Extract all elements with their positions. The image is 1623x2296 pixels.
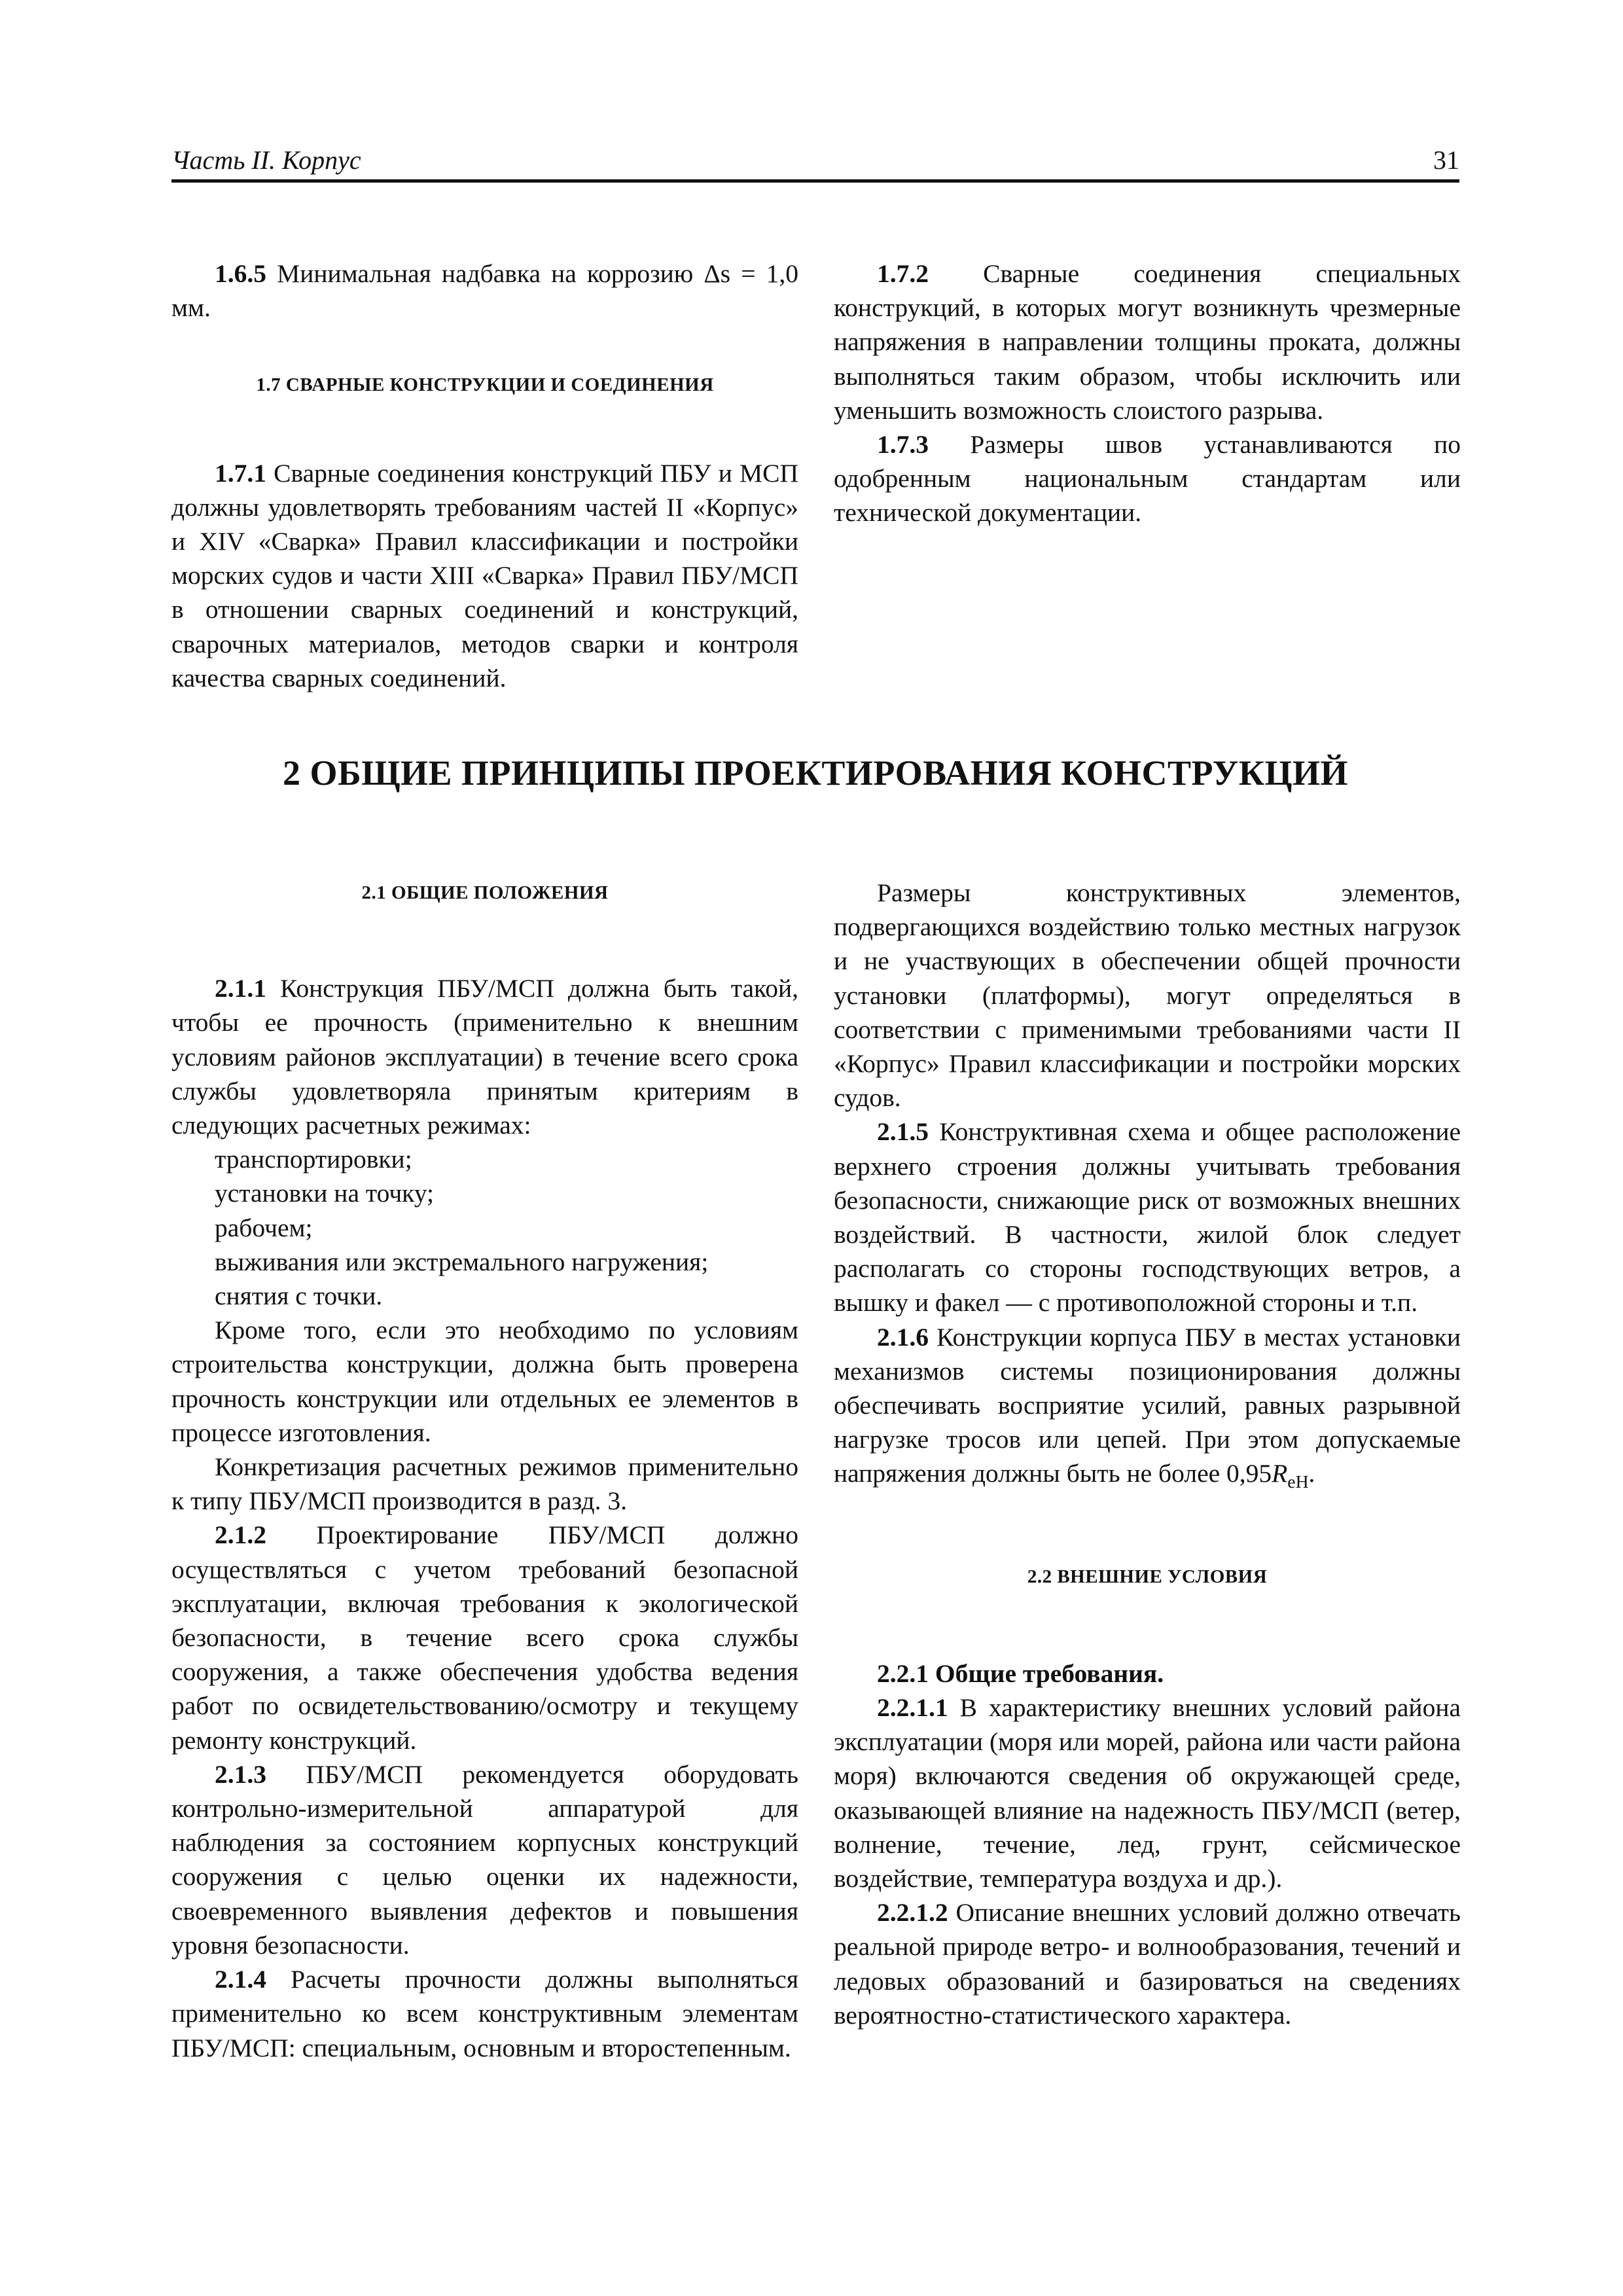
section-heading-2: 2 ОБЩИЕ ПРИНЦИПЫ ПРОЕКТИРОВАНИЯ КОНСТРУКЦИЙ <box>283 753 1348 793</box>
page-number: 31 <box>1433 145 1459 175</box>
list-item: транспортировки; <box>215 1145 412 1174</box>
paragraph-2-1-4 <box>171 1962 798 2065</box>
page-header <box>171 145 1459 183</box>
clause-number: 1.7.2 <box>877 259 929 288</box>
paragraph-2-1-2 <box>171 1518 798 1757</box>
column-left-top <box>171 257 798 695</box>
paragraph-2-2-1-1 <box>834 1691 1461 1895</box>
paragraph-moreover: Кроме того, если это необходимо по условиям строительства конструкции, должна быть проверена прочность конструкции или отдельных ее элементов в процессе изготовления. <box>171 1316 798 1447</box>
clause-heading: 2.2.1 Общие требования. <box>877 1659 1164 1688</box>
paragraph-text: Размеры швов устанавливаются по одобренным национальным стандартам или технической документации. <box>834 430 1461 528</box>
subsection-heading-1-7: 1.7 СВАРНЫЕ КОНСТРУКЦИИ И СОЕДИНЕНИЯ <box>256 374 714 396</box>
paragraph-text: Проектирование ПБУ/МСП должно осуществляться с учетом требований безопасной эксплуатации, включая требования к экологической безопасности, в течение всего срока службы сооружения, а также обеспечения удобства ведения работ по освидетельствованию/осмотру и текущему ремонту конструкций. <box>171 1520 798 1755</box>
paragraph-2-1-6 <box>834 1320 1461 1499</box>
paragraph-2-1-1 <box>171 971 798 1142</box>
clause-number: 2.1.6 <box>877 1322 929 1352</box>
paragraph-1-7-2 <box>834 257 1461 427</box>
running-title: Часть II. Корпус <box>171 145 361 175</box>
paragraph-element-sizes: Размеры конструктивных элементов, подвергающихся воздействию только местных нагрузок и не участвующих в обеспечении общей прочности установки (платформы), могут определяться в соответствии с применимыми требованиями части II «Корпус» Правил классификации и постройки морских судов. <box>834 878 1461 1113</box>
paragraph-2-1-5 <box>834 1115 1461 1319</box>
clause-number: 2.1.5 <box>877 1117 929 1147</box>
paragraph-concrete: Конкретизация расчетных режимов применительно к типу ПБУ/МСП производится в разд. 3. <box>171 1452 798 1516</box>
clause-number: 1.6.5 <box>215 259 266 288</box>
clause-number: 2.1.3 <box>215 1759 266 1789</box>
paragraph-text: Конструкция ПБУ/МСП должна быть такой, чтобы ее прочность (применительно к внешним условиям районов эксплуатации) в течение всего срока службы удовлетворяла принятым критериям в следующих расчетных режимах: <box>171 974 798 1140</box>
clause-number: 1.7.1 <box>215 458 266 488</box>
paragraph-text: Сварные соединения специальных конструкций, в которых могут возникнуть чрезмерные напряжения в направлении толщины проката, должны выполняться таким образом, чтобы исключить или уменьшить возможность слоистого разрыва. <box>834 259 1461 425</box>
paragraph-text: Конструктивная схема и общее расположение верхнего строения должны учитывать требования безопасности, снижающие риск от возможных внешних воздействий. В частности, жилой блок следует располагать со стороны господствующих ветров, а вышку и факел — с противоположной стороны и т.п. <box>834 1117 1461 1318</box>
paragraph-1-7-1 <box>171 456 798 695</box>
subsection-heading-2-2: 2.2 ВНЕШНИЕ УСЛОВИЯ <box>1027 1566 1268 1587</box>
clause-number: 2.2.1.1 <box>877 1693 948 1722</box>
clause-number: 2.1.2 <box>215 1520 266 1550</box>
paragraph-text: Расчеты прочности должны выполняться применительно ко всем конструктивным элементам ПБУ/МСП: специальным, основным и второстепенным. <box>171 1965 798 2062</box>
paragraph-1-6-5 <box>171 257 798 325</box>
stress-subscript: eH <box>1287 1471 1309 1492</box>
paragraph-text: Сварные соединения конструкций ПБУ и МСП должны удовлетворять требованиям частей II «Корпус» и XIV «Сварка» Правил классификации и постройки морских судов и части XIII «Сварка» Правил ПБУ/МСП в отношении сварных соединений и конструкций, сварочных материалов, методов сварки и контроля качества сварных соединений. <box>171 458 798 692</box>
list-item: установки на точку; <box>215 1179 435 1208</box>
paragraph-1-7-3 <box>834 427 1461 530</box>
heading-2-2-1 <box>834 1657 1461 1691</box>
paragraph-text: Минимальная надбавка на коррозию Δs = 1,0 мм. <box>171 259 798 323</box>
subsection-heading-2-1: 2.1 ОБЩИЕ ПОЛОЖЕНИЯ <box>361 882 609 903</box>
sentence-end: . <box>1308 1459 1315 1488</box>
paragraph-text: Описание внешних условий должно отвечать реальной природе ветро- и волнообразования, течений и ледовых образований и базироваться на сведениях вероятностно-статистического характера. <box>834 1898 1461 2030</box>
clause-number: 2.1.4 <box>215 1965 266 1994</box>
column-right-bottom <box>834 876 1461 2032</box>
paragraph-2-1-3 <box>171 1757 798 1962</box>
column-right-top <box>834 257 1461 530</box>
list-item: рабочем; <box>215 1213 313 1242</box>
list-item: выживания или экстремального нагружения; <box>215 1247 709 1276</box>
paragraph-text: ПБУ/МСП рекомендуется оборудовать контрольно-измерительной аппаратурой для наблюдения за состоянием корпусных конструкций сооружения с целью оценки их надежности, своевременного выявления дефектов и повышения уровня безопасности. <box>171 1759 798 1960</box>
clause-number: 2.1.1 <box>215 974 266 1003</box>
column-left-bottom <box>171 876 798 2065</box>
clause-number: 2.2.1.2 <box>877 1898 948 1928</box>
list-item: снятия с точки. <box>215 1282 383 1311</box>
clause-number: 1.7.3 <box>877 430 929 459</box>
paragraph-text: В характеристику внешних условий района эксплуатации (моря или морей, района или части района моря) включаются сведения об окружающей среде, оказывающей влияние на надежность ПБУ/МСП (ветер, волнение, течение, лед, грунт, сейсмическое воздействие, температура воздуха и др.). <box>834 1693 1461 1893</box>
paragraph-text: Конструкции корпуса ПБУ в местах установки механизмов системы позиционирования должны обеспечивать восприятие усилий, равных разрывной нагрузке тросов или цепей. При этом допускаемые напряжения должны быть не более 0,95 <box>834 1322 1461 1488</box>
stress-symbol: R <box>1272 1459 1288 1488</box>
paragraph-2-2-1-2 <box>834 1895 1461 2032</box>
